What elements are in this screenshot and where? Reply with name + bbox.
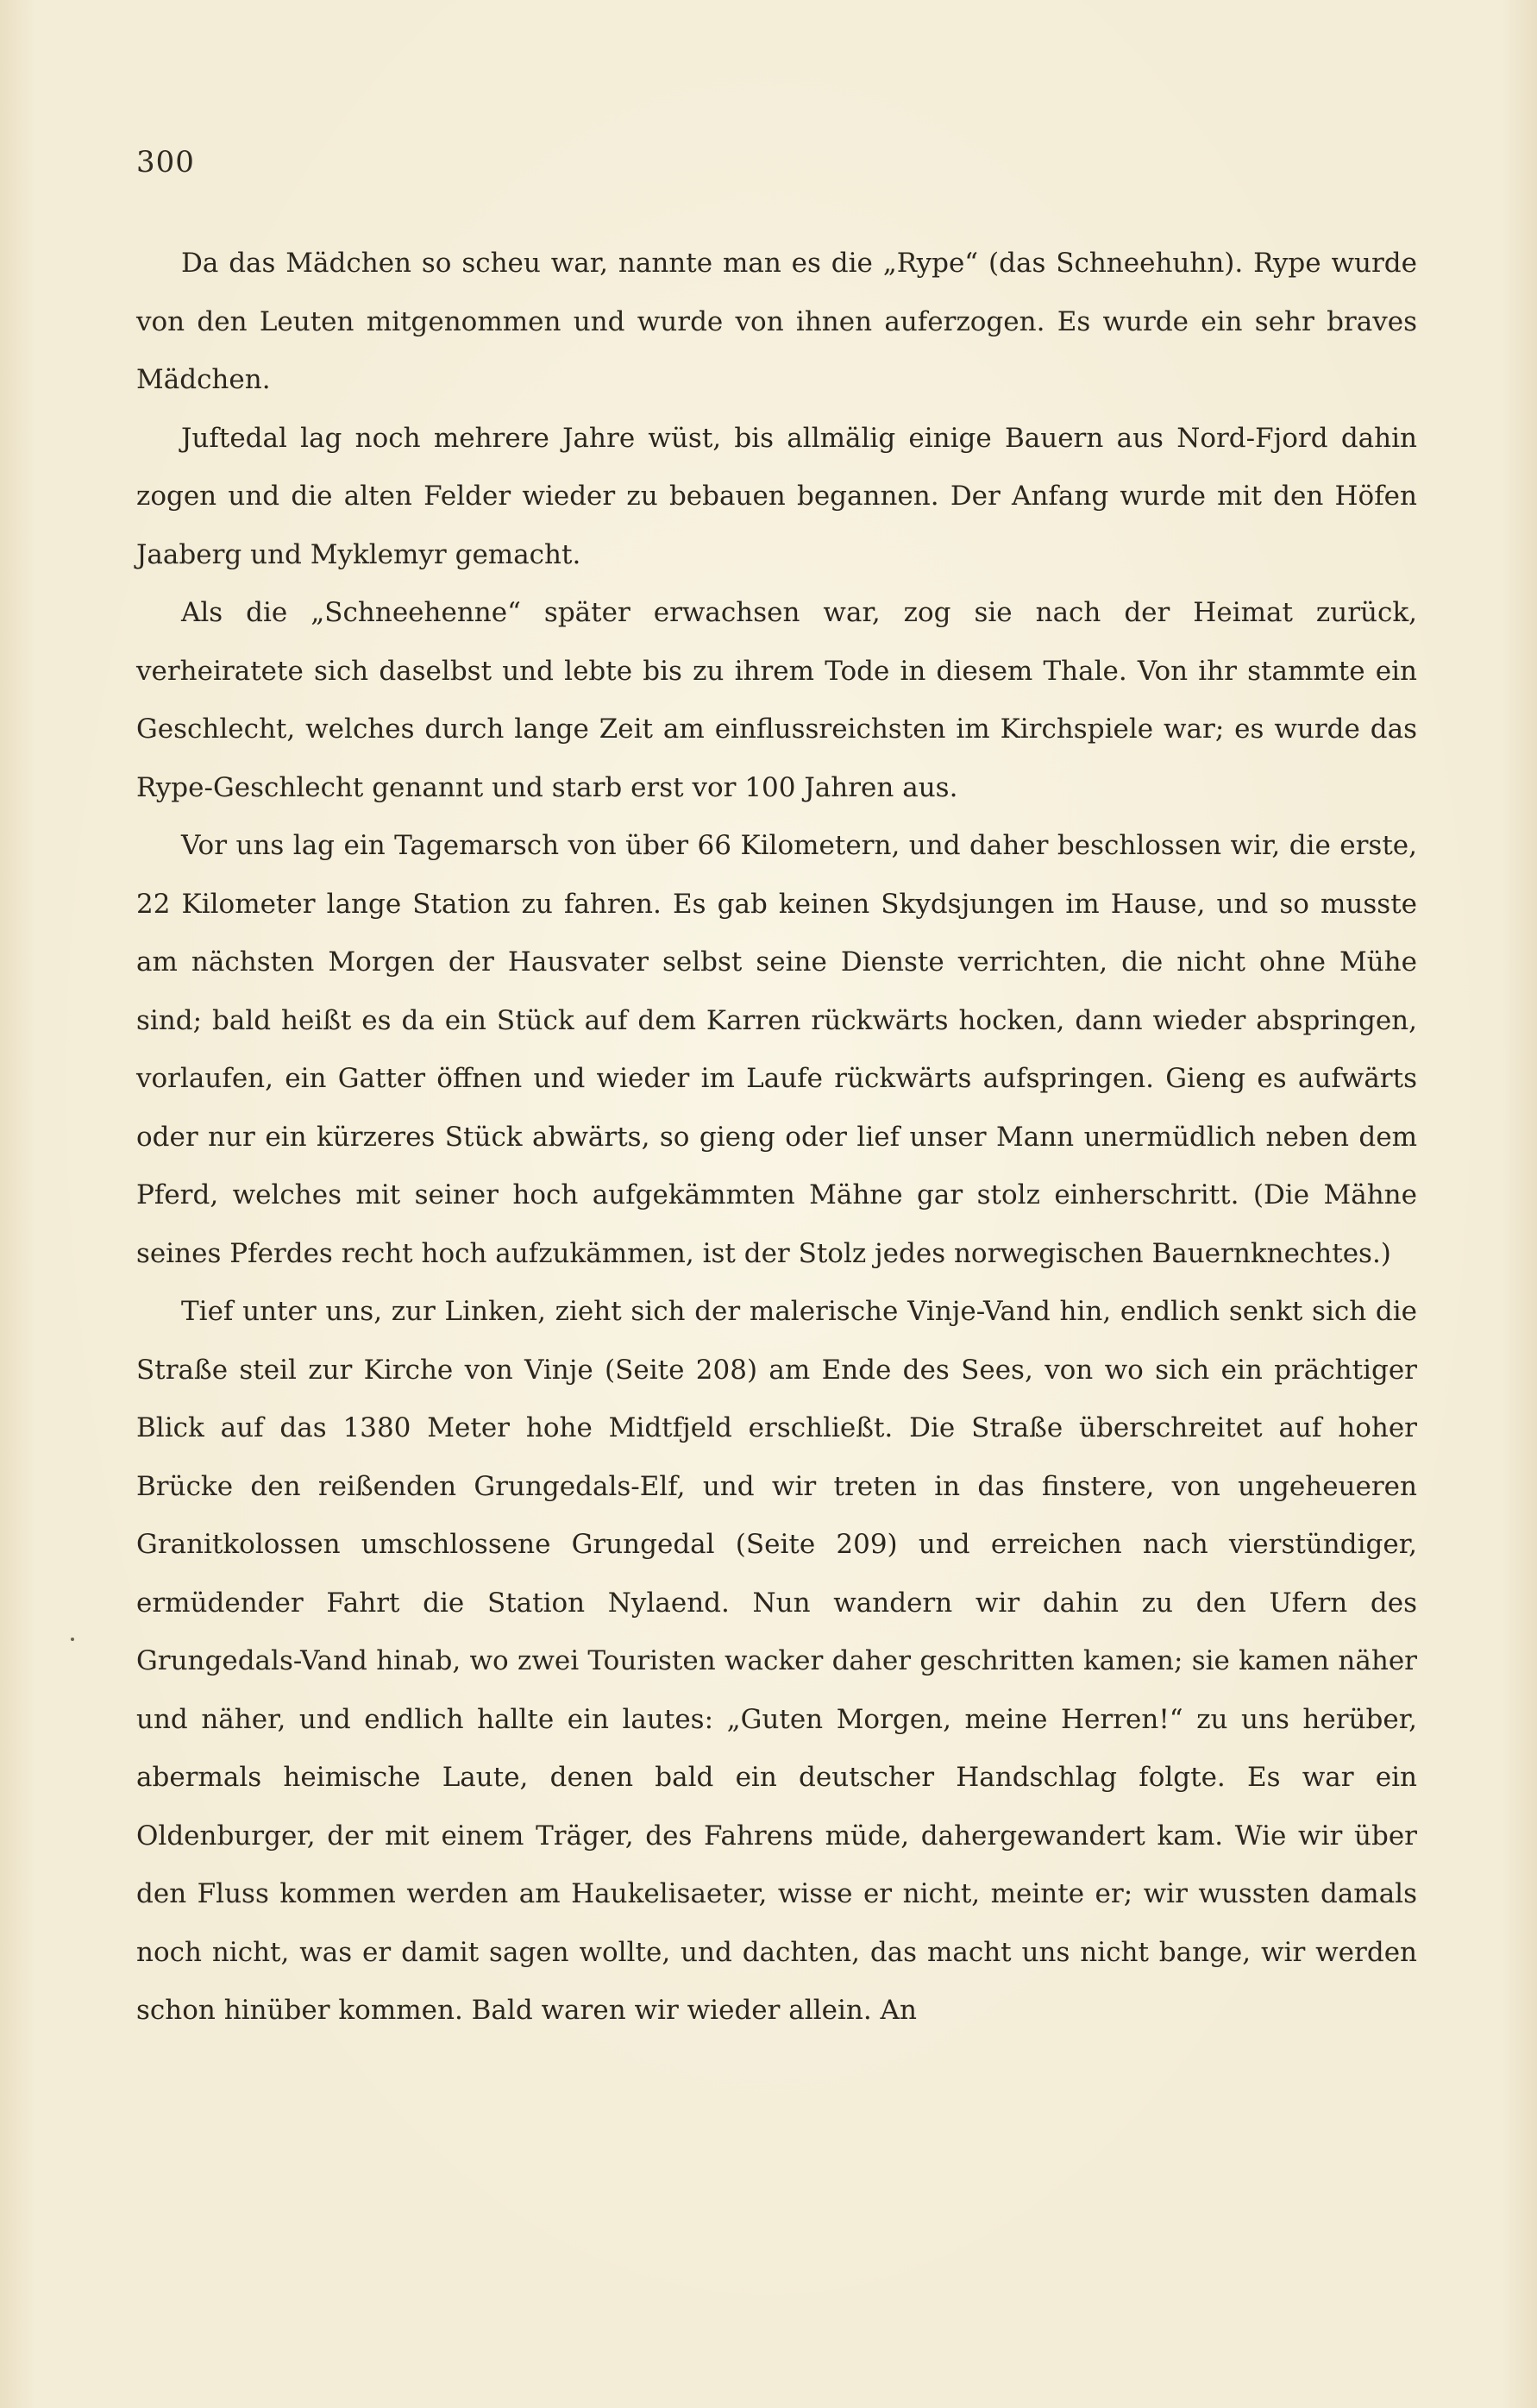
paragraph-4: Vor uns lag ein Tagemarsch von über 66 Kilometern, und daher beschlossen wir, die erste, 22 Kilometer lange Station zu fahren. Es gab keinen Skydsjungen im Hause, und so musste am nächsten Morgen der Hausvater selbst seine Dienste verrichten, die nicht ohne Mühe sind; bald heißt es da ein Stück auf dem Karren rückwärts hocken, dann wieder abspringen, vorlaufen, ein Gatter öffnen und wieder im Laufe rückwärts aufspringen. Gieng es aufwärts oder nur ein kürzeres Stück abwärts, so gieng oder lief unser Mann unermüdlich neben dem Pferd, welches mit seiner hoch aufgekämmten Mähne gar stolz einherschritt. (Die Mähne seines Pferdes recht hoch aufzukämmen, ist der Stolz jedes norwegischen Bauernknechtes.): [136, 830, 1417, 1269]
paragraph-2: Juftedal lag noch mehrere Jahre wüst, bis allmälig einige Bauern aus Nord-Fjord dahin zogen und die alten Felder wieder zu bebauen begannen. Der Anfang wurde mit den Höfen Jaaberg und Myklemyr gemacht.: [136, 422, 1417, 570]
body-text: [136, 235, 1417, 2040]
paragraph-3: Als die „Schneehenne“ später erwachsen war, zog sie nach der Heimat zurück, verheiratete sich daselbst und lebte bis zu ihrem Tode in diesem Thale. Von ihr stammte ein Geschlecht, welches durch lange Zeit am einflussreichsten im Kirchspiele war; es wurde das Rype-Geschlecht genannt und starb erst vor 100 Jahren aus.: [136, 597, 1417, 803]
paragraph-1: Da das Mädchen so scheu war, nannte man es die „Rype“ (das Schneehuhn). Rype wurde von den Leuten mitgenommen und wurde von ihnen auferzogen. Es wurde ein sehr braves Mädchen.: [136, 248, 1417, 395]
page-number: 300: [136, 145, 195, 179]
margin-speck: [71, 1638, 74, 1641]
paragraph-5: Tief unter uns, zur Linken, zieht sich der malerische Vinje-Vand hin, endlich senkt sich die Straße steil zur Kirche von Vinje (Seite 208) am Ende des Sees, von wo sich ein prächtiger Blick auf das 1380 Meter hohe Midtfjeld erschließt. Die Straße überschreitet auf hoher Brücke den reißenden Grungedals-Elf, und wir treten in das finstere, von ungeheueren Granitkolossen umschlossene Grungedal (Seite 209) und erreichen nach vierstündiger, ermüdender Fahrt die Station Nylaend. Nun wandern wir dahin zu den Ufern des Grungedals-Vand hinab, wo zwei Touristen wacker daher geschritten kamen; sie kamen näher und näher, und endlich hallte ein lautes: „Guten Morgen, meine Herren!“ zu uns herüber, abermals heimische Laute, denen bald ein deutscher Handschlag folgte. Es war ein Oldenburger, der mit einem Träger, des Fahrens müde, dahergewandert kam. Wie wir über den Fluss kommen werden am Haukelisaeter, wisse er nicht, meinte er; wir wussten damals noch nicht, was er damit sagen wollte, und dachten, das macht uns nicht bange, wir werden schon hinüber kommen. Bald waren wir wieder allein. An: [136, 1296, 1417, 2026]
